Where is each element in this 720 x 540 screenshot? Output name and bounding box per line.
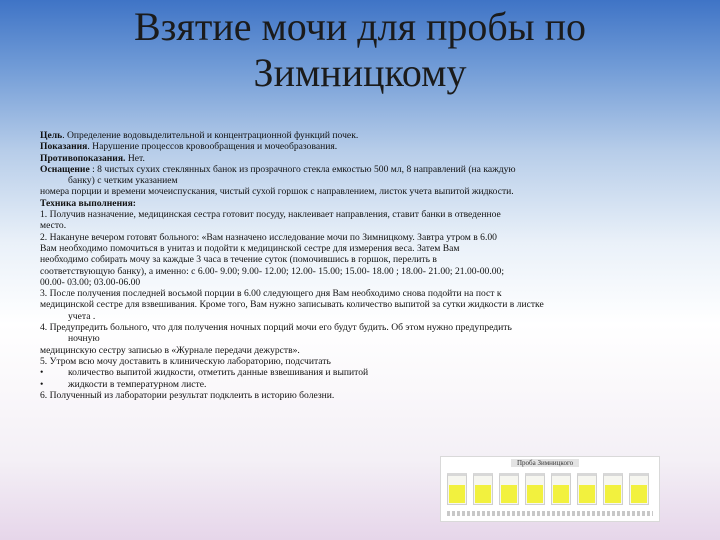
urine-jar-6 (577, 473, 597, 505)
equipment-cont-1: банку) с четким указанием (68, 175, 178, 187)
indications-label: Показания (40, 141, 88, 153)
step-4a: 4. Предупредить больного, что для получения ночных порций мочи его будут будить. Об этом нужно предупредить (40, 322, 512, 334)
urine-fill-5 (553, 485, 569, 503)
zimnitsky-jars-image (440, 456, 660, 522)
urine-jar-3 (499, 473, 519, 505)
goal-label: Цель (40, 130, 63, 141)
urine-jar-8 (629, 473, 649, 505)
step-3b: медицинской сестре для взвешивания. Кроме того, Вам нужно записывать количество выпитой за сутки жидкости в листке (40, 299, 544, 311)
contra-text: Нет. (125, 152, 145, 164)
slide-title (0, 4, 720, 96)
equipment-paragraph (40, 164, 675, 175)
step-2b: Вам необходимо помочиться в унитаз и подойти к медицинской сестре для измерения веса. Затем Вам (40, 242, 460, 254)
urine-fill-4 (527, 485, 543, 503)
step-4c: медицинскую сестру записью в «Журнале передачи дежурств». (40, 344, 300, 356)
step-2d: соответствующую банку), а именно: с 6.00- 9.00; 9.00- 12.00; 12.00- 15.00; 15.00- 18.00 ; 18.00- 21.00; 21.00-00.00; (40, 265, 505, 277)
step-4b: ночную (68, 333, 100, 345)
bullet-text-1: количество выпитой жидкости, отметить данные взвешивания и выпитой (68, 367, 369, 379)
urine-jar-5 (551, 473, 571, 505)
step-1b: место. (40, 220, 67, 232)
title-line-2: Зимницкому (253, 50, 467, 95)
title-line-1: Взятие мочи для пробы по (133, 4, 587, 49)
step-3c: учета . (68, 310, 96, 322)
step-1a: 1. Получив назначение, медицинская сестра готовит посуду, наклеивает направления, ставит банки в отведенное (40, 209, 501, 221)
bullet-dot-2: • (40, 378, 44, 390)
bullet-text-2: жидкости в температурном листе. (68, 378, 207, 390)
contra-label: Противопоказания. (40, 152, 126, 164)
equipment-text: : 8 чистых сухих стеклянных банок из прозрачного стекла емкостью 500 мл, 8 направлений (на каждую (89, 163, 516, 175)
indications-text: . Нарушение процессов кровообращения и мочеобразования. (87, 141, 338, 153)
equipment-label: Оснащение (40, 163, 90, 175)
bullet-item-2 (40, 379, 675, 390)
technique-label: Техника выполнения: (40, 197, 137, 209)
figure-title: Проба Зимницкого (511, 459, 579, 467)
bullet-item-1 (40, 367, 675, 378)
step-2c: необходимо собирать мочу за каждые 3 часа в течение суток (помочившись в горшок, перелить в (40, 254, 437, 266)
urine-jar-7 (603, 473, 623, 505)
step-6: 6. Полученный из лаборатории результат подклеить в историю болезни. (40, 389, 335, 401)
procedure-text (40, 130, 675, 401)
bullet-dot-1: • (40, 367, 44, 379)
urine-jar-2 (473, 473, 493, 505)
indications-paragraph (40, 141, 675, 152)
figure-caption-strip (447, 511, 653, 516)
step-2a: 2. Накануне вечером готовят больного: «Вам назначено исследование мочи по Зимницкому. Завтра утром в 6.00 (40, 231, 497, 243)
step-5: 5. Утром всю мочу доставить в клиническую лабораторию, подсчитать (40, 355, 331, 367)
equipment-cont-2: номера порции и времени мочеиспускания, чистый сухой горшок с направлением, листок учета выпитой жидкости. (40, 186, 514, 198)
urine-fill-6 (579, 485, 595, 503)
urine-fill-8 (631, 485, 647, 503)
goal-paragraph (40, 130, 675, 141)
urine-fill-7 (605, 485, 621, 503)
contraindications-paragraph (40, 153, 675, 164)
urine-jar-1 (447, 473, 467, 505)
urine-fill-3 (501, 485, 517, 503)
urine-fill-1 (449, 485, 465, 503)
step-3a: 3. После получения последней восьмой порции в 6.00 следующего дня Вам необходимо снова подойти на пост к (40, 288, 502, 300)
urine-jar-4 (525, 473, 545, 505)
step-2e: 00.00- 03.00; 03.00-06.00 (40, 276, 141, 288)
goal-text: . Определение водовыделительной и концентрационной функций почек. (62, 130, 359, 141)
jar-row (447, 473, 649, 505)
urine-fill-2 (475, 485, 491, 503)
